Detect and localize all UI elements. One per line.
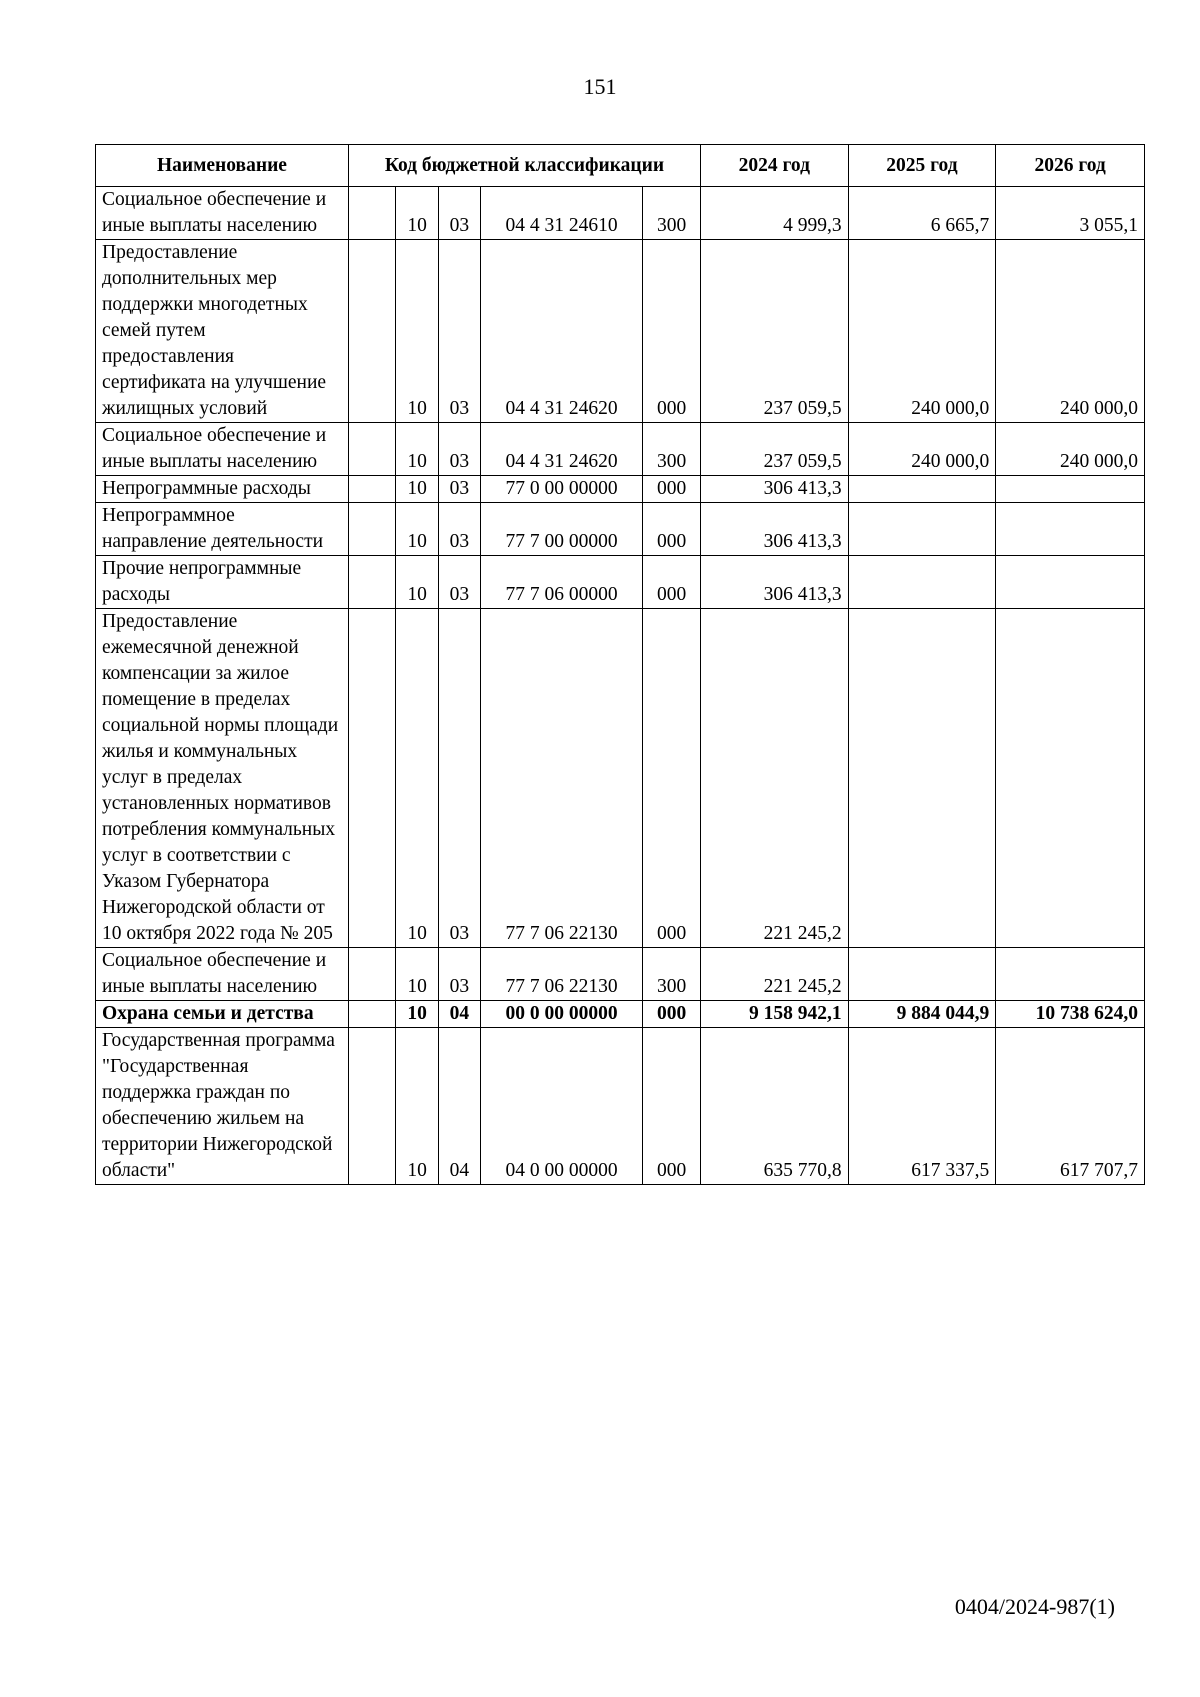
- cell-code-blank: [348, 423, 395, 476]
- cell-subsection: 03: [438, 556, 480, 609]
- cell-2025: [848, 948, 996, 1001]
- cell-target-article: 04 4 31 24620: [481, 423, 643, 476]
- cell-2026: 240 000,0: [996, 423, 1145, 476]
- cell-section: 10: [396, 609, 438, 948]
- cell-name: Предоставление дополнительных мер поддержки многодетных семей путем предоставления сертификата на улучшение жилищных условий: [96, 240, 349, 423]
- cell-2025: 240 000,0: [848, 423, 996, 476]
- cell-2024: 306 413,3: [701, 556, 849, 609]
- cell-2024: 635 770,8: [701, 1028, 849, 1185]
- cell-subsection: 03: [438, 187, 480, 240]
- cell-2025: [848, 556, 996, 609]
- table-row: [96, 609, 1145, 948]
- cell-subsection: 03: [438, 948, 480, 1001]
- cell-2025: 240 000,0: [848, 240, 996, 423]
- cell-expense-type: 000: [643, 609, 701, 948]
- cell-code-blank: [348, 187, 395, 240]
- cell-2026: [996, 609, 1145, 948]
- header-2024: 2024 год: [701, 145, 849, 187]
- cell-2026: 240 000,0: [996, 240, 1145, 423]
- cell-expense-type: 300: [643, 948, 701, 1001]
- cell-subsection: 03: [438, 503, 480, 556]
- cell-section: 10: [396, 240, 438, 423]
- document-number: 0404/2024-987(1): [954, 1594, 1115, 1619]
- cell-subsection: 04: [438, 1028, 480, 1185]
- table-row: [96, 503, 1145, 556]
- cell-name: Социальное обеспечение и иные выплаты населению: [96, 423, 349, 476]
- cell-code-blank: [348, 609, 395, 948]
- cell-2026: [996, 948, 1145, 1001]
- cell-name: Социальное обеспечение и иные выплаты населению: [96, 948, 349, 1001]
- table-row: [96, 476, 1145, 503]
- cell-2025: [848, 609, 996, 948]
- cell-target-article: 00 0 00 00000: [481, 1001, 643, 1028]
- cell-expense-type: 300: [643, 187, 701, 240]
- cell-expense-type: 000: [643, 476, 701, 503]
- cell-name: Государственная программа "Государственная поддержка граждан по обеспечению жильем на территории Нижегородской области": [96, 1028, 349, 1185]
- table-row: [96, 1001, 1145, 1028]
- cell-expense-type: 300: [643, 423, 701, 476]
- cell-code-blank: [348, 240, 395, 423]
- table-row: [96, 187, 1145, 240]
- cell-expense-type: 000: [643, 240, 701, 423]
- cell-2026: [996, 476, 1145, 503]
- cell-2025: [848, 503, 996, 556]
- cell-2025: [848, 476, 996, 503]
- cell-2026: 3 055,1: [996, 187, 1145, 240]
- cell-2026: 617 707,7: [996, 1028, 1145, 1185]
- table-body: [96, 187, 1145, 1185]
- cell-section: 10: [396, 187, 438, 240]
- cell-expense-type: 000: [643, 1001, 701, 1028]
- table-row: [96, 556, 1145, 609]
- cell-target-article: 04 4 31 24620: [481, 240, 643, 423]
- header-2026: 2026 год: [996, 145, 1145, 187]
- cell-section: 10: [396, 1001, 438, 1028]
- table-row: [96, 240, 1145, 423]
- header-2025: 2025 год: [848, 145, 996, 187]
- cell-name: Непрограммные расходы: [96, 476, 349, 503]
- cell-section: 10: [396, 556, 438, 609]
- cell-code-blank: [348, 948, 395, 1001]
- cell-2024: 221 245,2: [701, 609, 849, 948]
- cell-2024: 4 999,3: [701, 187, 849, 240]
- table-row: [96, 423, 1145, 476]
- cell-subsection: 04: [438, 1001, 480, 1028]
- cell-subsection: 03: [438, 423, 480, 476]
- cell-2025: 9 884 044,9: [848, 1001, 996, 1028]
- cell-section: 10: [396, 503, 438, 556]
- cell-subsection: 03: [438, 609, 480, 948]
- cell-2024: 306 413,3: [701, 476, 849, 503]
- header-name: Наименование: [96, 145, 349, 187]
- cell-name: Охрана семьи и детства: [96, 1001, 349, 1028]
- cell-name: Предоставление ежемесячной денежной компенсации за жилое помещение в пределах социальной нормы площади жилья и коммунальных услуг в пределах установленных нормативов потребления коммунальных услуг в соответствии с Указом Губернатора Нижегородской области от 10 октября 2022 года № 205: [96, 609, 349, 948]
- cell-target-article: 77 7 06 00000: [481, 556, 643, 609]
- cell-2025: 617 337,5: [848, 1028, 996, 1185]
- page-number: 151: [583, 74, 617, 99]
- cell-expense-type: 000: [643, 503, 701, 556]
- cell-code-blank: [348, 556, 395, 609]
- table-header-row: [96, 145, 1145, 187]
- cell-section: 10: [396, 1028, 438, 1185]
- cell-target-article: 77 0 00 00000: [481, 476, 643, 503]
- cell-expense-type: 000: [643, 556, 701, 609]
- cell-2024: 237 059,5: [701, 423, 849, 476]
- cell-2024: 237 059,5: [701, 240, 849, 423]
- cell-code-blank: [348, 1001, 395, 1028]
- cell-subsection: 03: [438, 240, 480, 423]
- cell-2024: 221 245,2: [701, 948, 849, 1001]
- cell-2024: 9 158 942,1: [701, 1001, 849, 1028]
- budget-table: [95, 144, 1145, 1185]
- cell-target-article: 04 4 31 24610: [481, 187, 643, 240]
- cell-subsection: 03: [438, 476, 480, 503]
- cell-section: 10: [396, 476, 438, 503]
- cell-target-article: 77 7 06 22130: [481, 609, 643, 948]
- cell-name: Прочие непрограммные расходы: [96, 556, 349, 609]
- cell-target-article: 04 0 00 00000: [481, 1028, 643, 1185]
- cell-section: 10: [396, 948, 438, 1001]
- cell-2026: [996, 503, 1145, 556]
- cell-section: 10: [396, 423, 438, 476]
- cell-2026: 10 738 624,0: [996, 1001, 1145, 1028]
- cell-2025: 6 665,7: [848, 187, 996, 240]
- table-row: [96, 1028, 1145, 1185]
- table-row: [96, 948, 1145, 1001]
- cell-name: Непрограммное направление деятельности: [96, 503, 349, 556]
- cell-expense-type: 000: [643, 1028, 701, 1185]
- cell-target-article: 77 7 06 22130: [481, 948, 643, 1001]
- cell-2024: 306 413,3: [701, 503, 849, 556]
- cell-code-blank: [348, 1028, 395, 1185]
- cell-2026: [996, 556, 1145, 609]
- cell-target-article: 77 7 00 00000: [481, 503, 643, 556]
- cell-name: Социальное обеспечение и иные выплаты населению: [96, 187, 349, 240]
- cell-code-blank: [348, 476, 395, 503]
- cell-code-blank: [348, 503, 395, 556]
- header-code: Код бюджетной классификации: [348, 145, 700, 187]
